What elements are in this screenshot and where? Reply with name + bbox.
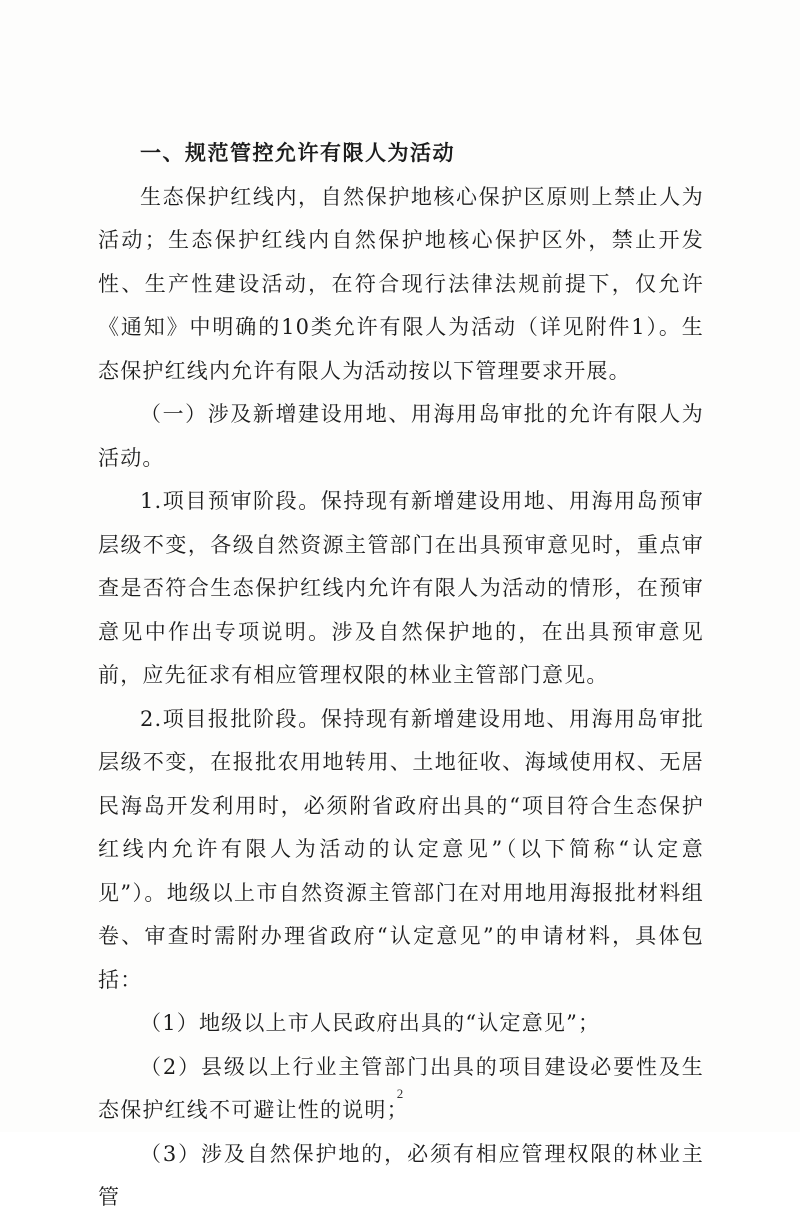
paragraph-5: （1）地级以上市人民政府出具的“认定意见”； <box>140 1011 601 1035</box>
section-heading: 一、规范管控允许有限人为活动 <box>140 141 455 165</box>
paragraph-1: 生态保护红线内，自然保护地核心保护区原则上禁止人为活动；生态保护红线内自然保护地核心保护区外，禁止开发性、生产性建设活动，在符合现行法律法规前提下，仅允许《通知》中明确的10类允许有限人为活动（详见附件1）。生态保护红线内允许有限人为活动按以下管理要求开展。 <box>98 184 704 383</box>
paragraph-3: 1.项目预审阶段。保持现有新增建设用地、用海用岛预审层级不变，各级自然资源主管部门在出具预审意见时，重点审查是否符合生态保护红线内允许有限人为活动的情形，在预审意见中作出专项说明。涉及自然保护地的，在出具预审意见前，应先征求有相应管理权限的林业主管部门意见。 <box>98 489 704 687</box>
document-body <box>98 132 704 1220</box>
paragraph-6: （2）县级以上行业主管部门出具的项目建设必要性及生态保护红线不可避让性的说明； <box>98 1054 704 1122</box>
paragraph-7: （3）涉及自然保护地的，必须有相应管理权限的林业主管 <box>98 1141 704 1209</box>
paragraph-4: 2.项目报批阶段。保持现有新增建设用地、用海用岛审批层级不变，在报批农用地转用、土地征收、海域使用权、无居民海岛开发利用时，必须附省政府出具的“项目符合生态保护红线内允许有限人为活动的认定意见”（以下简称“认定意见”）。地级以上市自然资源主管部门在对用地用海报批材料组卷、审查时需附办理省政府“认定意见”的申请材料，具体包括： <box>98 706 704 992</box>
paragraph-2: （一）涉及新增建设用地、用海用岛审批的允许有限人为活动。 <box>98 402 704 470</box>
page-number: 2 <box>396 1086 404 1101</box>
